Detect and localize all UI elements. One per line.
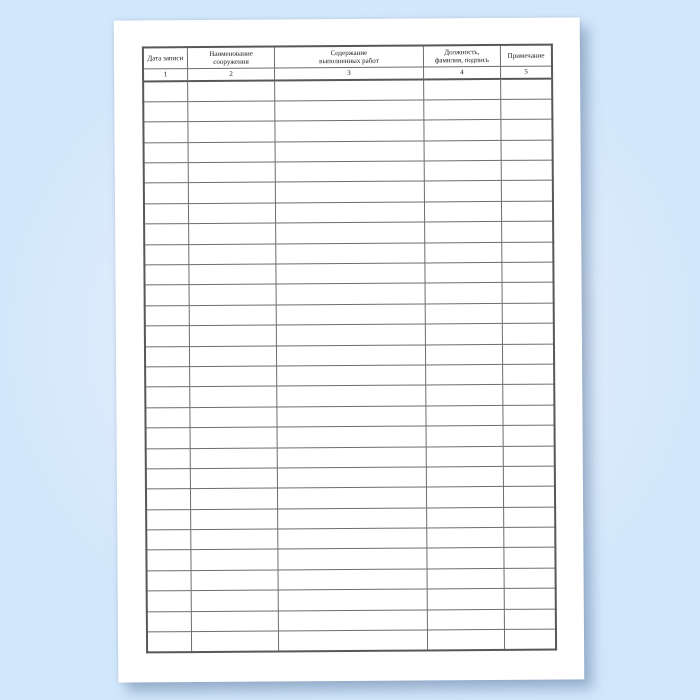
table-cell (424, 181, 502, 202)
table-cell (277, 406, 425, 427)
table-cell (188, 203, 276, 224)
table-cell (189, 325, 277, 346)
table-cell (505, 609, 556, 630)
table-cell (191, 549, 279, 570)
table-cell (424, 222, 502, 243)
table-cell (145, 407, 189, 428)
table-cell (424, 160, 502, 181)
table-cell (145, 305, 189, 326)
table-cell (190, 509, 278, 530)
table-cell (144, 265, 188, 286)
table-cell (501, 160, 552, 181)
table-cell (190, 448, 278, 469)
table-cell (425, 262, 503, 283)
column-number: 4 (423, 66, 501, 79)
table-header-row (143, 45, 552, 69)
table-cell (191, 631, 279, 652)
table-cell (189, 264, 277, 285)
table-cell (504, 568, 555, 589)
table-cell (145, 387, 189, 408)
table-cell (502, 262, 553, 283)
table-row (145, 364, 554, 387)
table-cell (279, 610, 427, 631)
table-cell (427, 629, 505, 650)
table-cell (502, 303, 553, 324)
table-cell (426, 426, 504, 447)
table-row (145, 344, 554, 367)
column-header: Содержание выполненных работ (275, 45, 423, 68)
table-cell (190, 386, 278, 407)
table-cell (504, 527, 555, 548)
table-cell (189, 305, 277, 326)
table-cell (189, 284, 277, 305)
table-cell (189, 366, 277, 387)
table-cell (143, 102, 187, 123)
table-row (145, 303, 554, 326)
table-cell (277, 385, 425, 406)
table-cell (145, 346, 189, 367)
table-row (146, 466, 555, 489)
table-cell (188, 223, 276, 244)
table-cell (188, 142, 276, 163)
table-row (145, 405, 554, 428)
table-cell (427, 609, 505, 630)
table-row (146, 527, 555, 550)
table-row (146, 486, 555, 509)
table-cell (146, 469, 190, 490)
table-cell (275, 120, 423, 141)
table-row (145, 282, 554, 305)
table-cell (423, 79, 501, 100)
table-cell (188, 101, 276, 122)
table-cell (278, 487, 426, 508)
table-cell (190, 407, 278, 428)
table-cell (501, 140, 552, 161)
table-cell (278, 446, 426, 467)
table-cell (427, 589, 505, 610)
table-cell (503, 344, 554, 365)
table-cell (501, 99, 552, 120)
table-cell (144, 203, 188, 224)
table-cell (427, 568, 505, 589)
table-cell (503, 364, 554, 385)
table-cell (276, 202, 424, 223)
table-cell (426, 548, 504, 569)
table-cell (504, 486, 555, 507)
table-cell (276, 283, 424, 304)
table-cell (147, 591, 191, 612)
table-cell (424, 140, 502, 161)
table-cell (276, 263, 424, 284)
table-cell (147, 632, 191, 653)
table-row (144, 181, 553, 204)
table-cell (144, 183, 188, 204)
table-cell (425, 385, 503, 406)
table-cell (503, 405, 554, 426)
table-cell (147, 611, 191, 632)
table-cell (191, 570, 279, 591)
table-cell (278, 528, 426, 549)
table-cell (146, 428, 190, 449)
table-cell (426, 528, 504, 549)
table-cell (275, 100, 423, 121)
table-cell (423, 99, 501, 120)
works-log-table (142, 44, 557, 654)
table-row (144, 221, 553, 244)
document-page (114, 17, 585, 682)
table-cell (191, 611, 279, 632)
table-cell (502, 221, 553, 242)
column-number: 2 (187, 68, 275, 81)
table-cell (503, 384, 554, 405)
table-row (147, 568, 556, 591)
column-number: 3 (275, 67, 423, 81)
table-row (144, 140, 553, 163)
table-cell (425, 324, 503, 345)
column-header: Дата записи (143, 47, 187, 69)
table-cell (190, 427, 278, 448)
table-row (144, 201, 553, 224)
table-cell (424, 201, 502, 222)
column-number: 1 (143, 69, 187, 82)
table-cell (503, 446, 554, 467)
column-header: Примечание (501, 45, 552, 67)
table-row (144, 262, 553, 285)
table-cell (144, 244, 188, 265)
table-cell (276, 181, 424, 202)
table-row (145, 323, 554, 346)
table-row (144, 242, 553, 265)
table-row (146, 446, 555, 469)
table-cell (145, 367, 189, 388)
table-cell (279, 630, 427, 651)
table-row (145, 384, 554, 407)
table-cell (145, 285, 189, 306)
table-cell (146, 448, 190, 469)
table-cell (503, 425, 554, 446)
table-row (147, 629, 556, 652)
table-row (147, 588, 556, 611)
table-cell (502, 201, 553, 222)
table-cell (147, 570, 191, 591)
table-row (146, 425, 555, 448)
table-cell (143, 122, 187, 143)
table-cell (189, 244, 277, 265)
table-cell (278, 467, 426, 488)
table-cell (426, 507, 504, 528)
table-cell (276, 243, 424, 264)
column-header: Наименование сооружения (187, 47, 275, 69)
table-cell (502, 242, 553, 263)
table-cell (504, 588, 555, 609)
table-cell (503, 323, 554, 344)
table-cell (424, 120, 502, 141)
table-cell (425, 344, 503, 365)
table-cell (505, 629, 556, 650)
table-cell (504, 548, 555, 569)
table-cell (424, 242, 502, 263)
table-row (143, 119, 552, 142)
table-cell (504, 507, 555, 528)
table-cell (146, 550, 190, 571)
table-cell (279, 589, 427, 610)
table-cell (501, 119, 552, 140)
table-cell (426, 466, 504, 487)
table-cell (146, 530, 190, 551)
table-row (146, 507, 555, 530)
table-cell (143, 81, 187, 102)
table-cell (426, 446, 504, 467)
table-cell (190, 488, 278, 509)
table-cell (278, 569, 426, 590)
table-cell (276, 222, 424, 243)
table-cell (144, 142, 188, 163)
table-cell (146, 509, 190, 530)
column-number: 5 (501, 66, 552, 79)
table-cell (502, 181, 553, 202)
table-cell (191, 529, 279, 550)
table-cell (275, 79, 423, 100)
table-cell (277, 426, 425, 447)
column-header: Должность, фамилия, подпись (423, 45, 501, 67)
table-cell (190, 468, 278, 489)
table-cell (276, 161, 424, 182)
table-cell (144, 163, 188, 184)
table-cell (275, 141, 423, 162)
table-row (147, 609, 556, 632)
table-cell (278, 508, 426, 529)
table-cell (277, 304, 425, 325)
table-cell (504, 466, 555, 487)
table-cell (189, 346, 277, 367)
table-cell (277, 365, 425, 386)
table-cell (187, 81, 275, 102)
table-cell (146, 489, 190, 510)
table-row (146, 548, 555, 571)
table-cell (425, 303, 503, 324)
table-row (143, 99, 552, 122)
table-cell (426, 487, 504, 508)
table-cell (277, 345, 425, 366)
table-cell (144, 224, 188, 245)
table-row (143, 79, 552, 102)
table-cell (277, 324, 425, 345)
table-cell (191, 590, 279, 611)
table-cell (426, 405, 504, 426)
table-cell (425, 364, 503, 385)
table-cell (278, 548, 426, 569)
table-cell (425, 283, 503, 304)
table-cell (502, 282, 553, 303)
table-cell (501, 79, 552, 100)
table-cell (188, 121, 276, 142)
table-cell (145, 326, 189, 347)
table-row (144, 160, 553, 183)
table-cell (188, 162, 276, 183)
table-cell (188, 182, 276, 203)
